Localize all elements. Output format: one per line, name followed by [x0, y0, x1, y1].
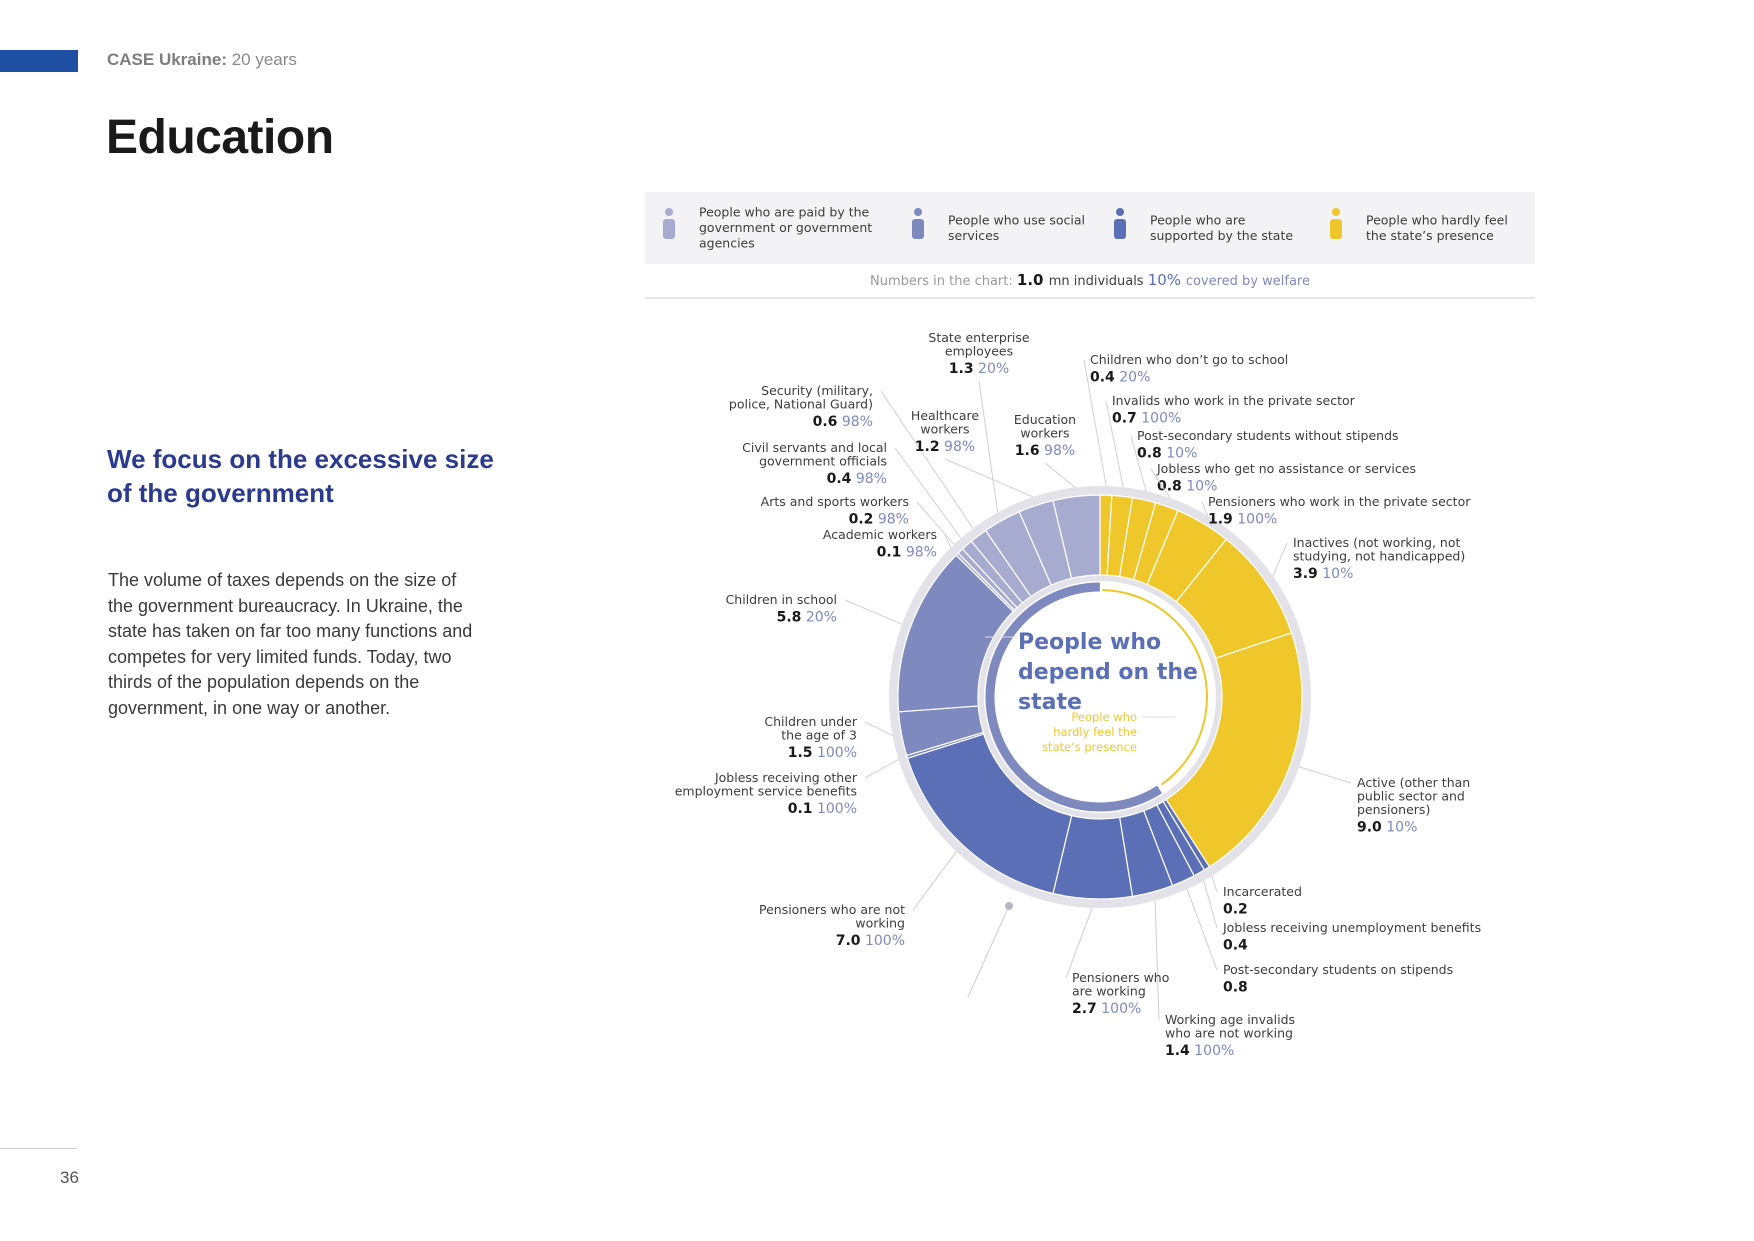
center-label: depend on the	[1018, 660, 1198, 685]
segment-value: 0.8 10%	[1137, 445, 1198, 462]
segment-label: who are not working	[1165, 1025, 1293, 1041]
legend-hardly-label: People who hardly feel	[1366, 212, 1508, 228]
segment-label: State enterprise	[928, 330, 1030, 345]
legend-paid-label: People who are paid by the	[699, 204, 870, 220]
segment-label: Post-secondary students on stipends	[1223, 962, 1454, 977]
segment-leader	[1187, 889, 1217, 970]
page-title: Education	[106, 111, 334, 164]
segment-leader	[865, 722, 893, 736]
segment-label: Inactives (not working, not	[1293, 535, 1461, 550]
segment-leader	[1212, 876, 1217, 892]
segment-label: Civil servants and local	[742, 440, 887, 455]
person-icon	[1330, 219, 1342, 239]
person-icon	[912, 219, 924, 239]
legend-supported-label: supported by the state	[1150, 227, 1294, 243]
segment-value: 0.2	[1223, 901, 1248, 918]
segment-label: Invalids who work in the private sector	[1112, 393, 1355, 408]
legend-paid-label: agencies	[699, 235, 755, 251]
legend-hardly-icon-head	[1332, 208, 1340, 216]
segment-label: studying, not handicapped)	[1293, 548, 1466, 564]
legend-social-label: People who use social	[948, 212, 1086, 228]
legend-social-label: services	[948, 227, 1000, 243]
legend-paid-label: government or government	[699, 220, 873, 235]
segment-value: 7.0 100%	[835, 933, 905, 949]
segment-leader	[1131, 436, 1146, 491]
inner-label: People who	[1071, 710, 1137, 724]
segment-label: pensioners)	[1357, 802, 1431, 817]
segment-label: are working	[1072, 983, 1146, 999]
segment-label: Post-secondary students without stipends	[1137, 428, 1399, 443]
segment-label: Security (military,	[761, 383, 873, 398]
inner-label: state’s presence	[1041, 740, 1137, 754]
segment-label: Working age invalids	[1165, 1012, 1296, 1027]
segment-value: 2.7 100%	[1072, 1001, 1142, 1017]
segment-leader	[1273, 543, 1287, 576]
segment-value: 0.4 98%	[826, 471, 887, 487]
chart-note: Numbers in the chart: 1.0 mn individuals 10% covered by welfare	[870, 271, 1310, 289]
segment-value: 0.2 98%	[848, 511, 909, 528]
focus-heading: We focus on the excessive size of the government	[107, 444, 494, 508]
segment-leader	[945, 459, 1033, 497]
center-label: state	[1018, 690, 1082, 715]
segment-value: 0.1 100%	[787, 801, 857, 817]
segment-label: the age of 3	[781, 727, 857, 743]
segment-value: 1.5 100%	[787, 745, 857, 761]
segment-leader	[1066, 908, 1092, 978]
segment-label: Incarcerated	[1223, 884, 1302, 899]
segment-value: 1.6 98%	[1014, 443, 1076, 459]
segment-label: employees	[944, 343, 1014, 359]
segment-label: Jobless receiving unemployment benefits	[1223, 920, 1482, 935]
segment-leader	[1155, 901, 1159, 1020]
segment-label: Healthcare	[910, 408, 980, 423]
segment-marker-dot	[1005, 902, 1013, 910]
segment-leader	[1204, 881, 1217, 928]
donut-chart	[645, 192, 1535, 1072]
segment-value: 0.1 98%	[876, 544, 937, 561]
segment-label: Arts and sports workers	[760, 494, 909, 509]
person-icon	[663, 219, 675, 239]
segment-label: Pensioners who are not	[758, 902, 905, 917]
segment-value: 0.4	[1223, 937, 1248, 954]
running-header	[107, 50, 297, 70]
segment-label: Active (other than	[1357, 775, 1471, 790]
segment-label: Children in school	[725, 592, 837, 607]
segment-label: Academic workers	[822, 527, 937, 542]
segment-value: 0.7 100%	[1112, 410, 1182, 427]
segment-label: police, National Guard)	[728, 396, 873, 412]
segment-leader	[1299, 767, 1351, 783]
center-label: People who	[1018, 630, 1162, 655]
segment-value: 9.0 10%	[1357, 819, 1418, 836]
segment-leader	[1045, 463, 1075, 487]
legend-supported-icon-head	[1116, 208, 1124, 216]
segment-leader	[913, 852, 956, 910]
legend-paid-icon-head	[665, 208, 673, 216]
header-accent-bar	[0, 50, 78, 72]
segment-value: 0.8 10%	[1157, 478, 1218, 495]
segment-leader-extra	[968, 906, 1009, 997]
segment-value: 1.3 20%	[948, 361, 1010, 377]
header-brand: CASE Ukraine:	[107, 50, 227, 69]
segment-label: government officials	[759, 453, 887, 469]
body-paragraph: The volume of taxes depends on the size of the government bureaucracy. In Ukraine, the state has taken on far too many functions and competes for very limited funds. Today, two thirds of the population depends on the government, in one way or another.	[108, 570, 473, 718]
segment-label: workers	[920, 421, 970, 437]
segment-value: 3.9 10%	[1293, 566, 1354, 582]
legend-hardly-label: the state’s presence	[1366, 227, 1494, 243]
segment-value: 5.8 20%	[776, 609, 837, 626]
segment-label: Children who don’t go to school	[1090, 352, 1289, 367]
donut-chart-svg	[645, 192, 1535, 1072]
segment-label: Jobless receiving other	[714, 770, 857, 785]
legend-supported-label: People who are	[1150, 212, 1246, 228]
segment-value: 0.8	[1223, 979, 1248, 996]
segment-label: working	[855, 915, 905, 931]
legend-social-icon-head	[914, 208, 922, 216]
segment-value: 1.4 100%	[1165, 1043, 1235, 1059]
inner-label: hardly feel the	[1053, 725, 1137, 739]
segment-label: public sector and	[1357, 788, 1465, 804]
segment-label: Jobless who get no assistance or services	[1157, 461, 1416, 476]
footer-rule	[0, 1148, 77, 1149]
header-subtitle: 20 years	[231, 50, 297, 69]
segment-value: 1.9 100%	[1208, 511, 1278, 528]
segment-label: Pensioners who work in the private sector	[1208, 494, 1471, 509]
segment-label: workers	[1020, 425, 1070, 441]
segment-label: Education	[1013, 412, 1077, 427]
person-icon	[1114, 219, 1126, 239]
segment-label: Pensioners who	[1072, 970, 1170, 985]
segment-value: 1.2 98%	[914, 439, 976, 455]
segment-label: Children under	[764, 714, 857, 729]
segment-leader	[865, 760, 898, 778]
segment-leader	[979, 381, 998, 512]
segment-label: employment service benefits	[674, 783, 857, 799]
page-number: 36	[60, 1168, 79, 1187]
segment-value: 0.4 20%	[1090, 369, 1151, 386]
segment-value: 0.6 98%	[812, 414, 873, 430]
segment-leader	[845, 600, 902, 624]
